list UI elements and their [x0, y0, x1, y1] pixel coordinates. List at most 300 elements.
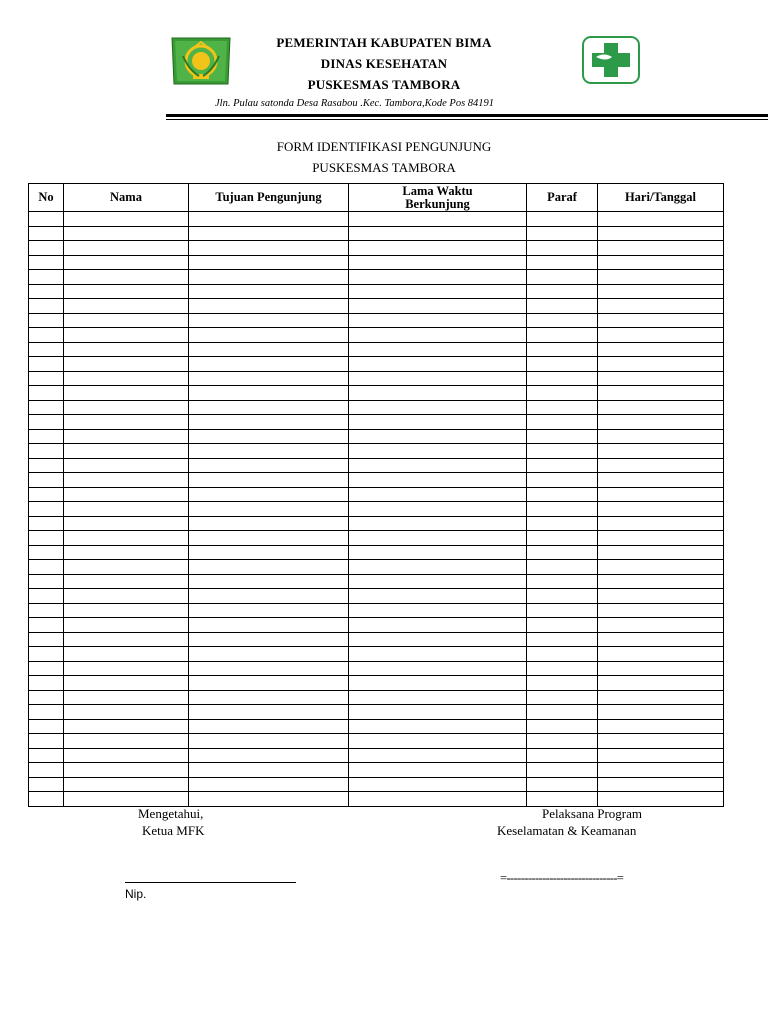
- table-cell[interactable]: [64, 734, 189, 749]
- table-cell[interactable]: [527, 618, 598, 633]
- table-cell[interactable]: [64, 429, 189, 444]
- table-cell[interactable]: [64, 748, 189, 763]
- table-cell[interactable]: [64, 545, 189, 560]
- table-cell[interactable]: [349, 487, 527, 502]
- right-signature-role: Keselamatan & Keamanan: [497, 823, 637, 838]
- column-header-no: No: [29, 184, 64, 212]
- table-row: [29, 284, 724, 299]
- table-cell[interactable]: [189, 357, 349, 372]
- table-cell[interactable]: [189, 487, 349, 502]
- column-header-tanggal: Hari/Tanggal: [598, 184, 724, 212]
- table-cell[interactable]: [29, 226, 64, 241]
- table-cell[interactable]: [349, 777, 527, 792]
- table-cell[interactable]: [349, 574, 527, 589]
- table-cell[interactable]: [349, 690, 527, 705]
- table-row: [29, 386, 724, 401]
- table-cell[interactable]: [527, 487, 598, 502]
- table-cell[interactable]: [527, 342, 598, 357]
- table-cell[interactable]: [349, 676, 527, 691]
- table-cell[interactable]: [598, 690, 724, 705]
- table-cell[interactable]: [64, 705, 189, 720]
- table-cell[interactable]: [64, 284, 189, 299]
- table-cell[interactable]: [598, 560, 724, 575]
- header-divider-thick: [166, 114, 768, 117]
- table-row: [29, 676, 724, 691]
- table-cell[interactable]: [64, 661, 189, 676]
- table-cell[interactable]: [598, 516, 724, 531]
- table-cell[interactable]: [64, 212, 189, 227]
- table-cell[interactable]: [64, 516, 189, 531]
- table-cell[interactable]: [598, 748, 724, 763]
- table-cell[interactable]: [349, 429, 527, 444]
- form-subtitle: PUSKESMAS TAMBORA: [312, 160, 456, 175]
- table-row: [29, 328, 724, 343]
- table-row: [29, 719, 724, 734]
- table-cell[interactable]: [29, 270, 64, 285]
- column-header-paraf: Paraf: [527, 184, 598, 212]
- table-cell[interactable]: [527, 647, 598, 662]
- table-cell[interactable]: [598, 763, 724, 778]
- form-title: FORM IDENTIFIKASI PENGUNJUNG: [276, 139, 492, 154]
- table-cell[interactable]: [64, 415, 189, 430]
- table-cell[interactable]: [189, 429, 349, 444]
- table-cell[interactable]: [189, 371, 349, 386]
- table-cell[interactable]: [527, 763, 598, 778]
- table-row: [29, 603, 724, 618]
- table-row: [29, 357, 724, 372]
- table-cell[interactable]: [189, 531, 349, 546]
- table-cell[interactable]: [349, 342, 527, 357]
- table-cell[interactable]: [189, 386, 349, 401]
- table-cell[interactable]: [29, 661, 64, 676]
- table-cell[interactable]: [29, 676, 64, 691]
- table-cell[interactable]: [598, 502, 724, 517]
- table-row: [29, 487, 724, 502]
- header-department: DINAS KESEHATAN: [320, 56, 448, 71]
- table-cell[interactable]: [598, 386, 724, 401]
- table-cell[interactable]: [527, 516, 598, 531]
- table-cell[interactable]: [527, 676, 598, 691]
- table-cell[interactable]: [189, 444, 349, 459]
- table-cell[interactable]: [598, 531, 724, 546]
- table-cell[interactable]: [189, 748, 349, 763]
- table-row: [29, 400, 724, 415]
- table-cell[interactable]: [64, 632, 189, 647]
- table-cell[interactable]: [527, 284, 598, 299]
- table-cell[interactable]: [29, 748, 64, 763]
- table-cell[interactable]: [349, 734, 527, 749]
- table-cell[interactable]: [189, 241, 349, 256]
- table-cell[interactable]: [349, 328, 527, 343]
- table-cell[interactable]: [527, 429, 598, 444]
- table-row: [29, 705, 724, 720]
- table-cell[interactable]: [64, 458, 189, 473]
- table-cell[interactable]: [29, 545, 64, 560]
- table-cell[interactable]: [64, 777, 189, 792]
- table-cell[interactable]: [598, 357, 724, 372]
- table-cell[interactable]: [527, 560, 598, 575]
- table-cell[interactable]: [349, 763, 527, 778]
- table-cell[interactable]: [64, 531, 189, 546]
- table-cell[interactable]: [598, 661, 724, 676]
- table-cell[interactable]: [349, 212, 527, 227]
- table-cell[interactable]: [189, 473, 349, 488]
- table-cell[interactable]: [189, 255, 349, 270]
- table-cell[interactable]: [598, 313, 724, 328]
- table-cell[interactable]: [29, 357, 64, 372]
- table-cell[interactable]: [29, 603, 64, 618]
- table-cell[interactable]: [349, 502, 527, 517]
- table-cell[interactable]: [527, 545, 598, 560]
- table-cell[interactable]: [29, 212, 64, 227]
- table-cell[interactable]: [64, 270, 189, 285]
- table-cell[interactable]: [527, 719, 598, 734]
- table-cell[interactable]: [349, 719, 527, 734]
- table-cell[interactable]: [189, 719, 349, 734]
- table-cell[interactable]: [598, 415, 724, 430]
- table-cell[interactable]: [598, 212, 724, 227]
- column-header-tujuan: Tujuan Pengunjung: [189, 184, 349, 212]
- table-cell[interactable]: [64, 603, 189, 618]
- table-cell[interactable]: [527, 299, 598, 314]
- table-cell[interactable]: [29, 531, 64, 546]
- table-cell[interactable]: [598, 226, 724, 241]
- table-row: [29, 734, 724, 749]
- table-cell[interactable]: [189, 690, 349, 705]
- table-cell[interactable]: [598, 328, 724, 343]
- table-cell[interactable]: [349, 255, 527, 270]
- table-cell[interactable]: [189, 574, 349, 589]
- table-cell[interactable]: [64, 371, 189, 386]
- table-cell[interactable]: [349, 560, 527, 575]
- table-cell[interactable]: [349, 531, 527, 546]
- table-cell[interactable]: [29, 241, 64, 256]
- table-cell[interactable]: [189, 284, 349, 299]
- table-cell[interactable]: [598, 444, 724, 459]
- table-cell[interactable]: [29, 487, 64, 502]
- table-cell[interactable]: [349, 516, 527, 531]
- table-cell[interactable]: [29, 415, 64, 430]
- table-cell[interactable]: [527, 502, 598, 517]
- table-cell[interactable]: [349, 226, 527, 241]
- table-cell[interactable]: [64, 400, 189, 415]
- table-cell[interactable]: [527, 734, 598, 749]
- table-cell[interactable]: [29, 734, 64, 749]
- header-government: PEMERINTAH KABUPATEN BIMA: [276, 35, 492, 50]
- table-cell[interactable]: [349, 473, 527, 488]
- table-cell[interactable]: [527, 270, 598, 285]
- table-row: [29, 763, 724, 778]
- table-cell[interactable]: [349, 313, 527, 328]
- table-cell[interactable]: [189, 545, 349, 560]
- left-signature-label: Mengetahui,: [138, 806, 204, 821]
- table-cell[interactable]: [29, 342, 64, 357]
- table-cell[interactable]: [598, 603, 724, 618]
- table-row: [29, 574, 724, 589]
- table-cell[interactable]: [527, 690, 598, 705]
- table-cell[interactable]: [29, 473, 64, 488]
- table-cell[interactable]: [64, 328, 189, 343]
- table-cell[interactable]: [527, 371, 598, 386]
- table-row: [29, 241, 724, 256]
- table-cell[interactable]: [64, 444, 189, 459]
- table-cell[interactable]: [349, 705, 527, 720]
- table-row: [29, 748, 724, 763]
- table-cell[interactable]: [64, 313, 189, 328]
- table-cell[interactable]: [189, 734, 349, 749]
- table-row: [29, 589, 724, 604]
- table-cell[interactable]: [527, 212, 598, 227]
- table-row: [29, 415, 724, 430]
- table-cell[interactable]: [527, 386, 598, 401]
- table-cell[interactable]: [349, 748, 527, 763]
- table-cell[interactable]: [29, 516, 64, 531]
- table-cell[interactable]: [29, 255, 64, 270]
- table-cell[interactable]: [64, 792, 189, 807]
- table-cell[interactable]: [527, 313, 598, 328]
- table-cell[interactable]: [189, 763, 349, 778]
- table-cell[interactable]: [29, 777, 64, 792]
- table-cell[interactable]: [349, 270, 527, 285]
- table-cell[interactable]: [189, 299, 349, 314]
- table-cell[interactable]: [29, 299, 64, 314]
- table-cell[interactable]: [29, 690, 64, 705]
- table-cell[interactable]: [527, 473, 598, 488]
- table-cell[interactable]: [64, 719, 189, 734]
- table-cell[interactable]: [527, 328, 598, 343]
- table-cell[interactable]: [527, 400, 598, 415]
- table-cell[interactable]: [527, 458, 598, 473]
- table-cell[interactable]: [29, 574, 64, 589]
- table-cell[interactable]: [29, 458, 64, 473]
- table-cell[interactable]: [598, 241, 724, 256]
- table-cell[interactable]: [598, 676, 724, 691]
- table-row: [29, 313, 724, 328]
- table-cell[interactable]: [598, 270, 724, 285]
- table-cell[interactable]: [349, 241, 527, 256]
- table-cell[interactable]: [29, 371, 64, 386]
- table-cell[interactable]: [29, 763, 64, 778]
- table-cell[interactable]: [189, 618, 349, 633]
- table-cell[interactable]: [349, 632, 527, 647]
- table-cell[interactable]: [598, 255, 724, 270]
- table-cell[interactable]: [189, 676, 349, 691]
- table-cell[interactable]: [598, 429, 724, 444]
- table-cell[interactable]: [527, 444, 598, 459]
- table-row: [29, 212, 724, 227]
- table-cell[interactable]: [64, 763, 189, 778]
- table-cell[interactable]: [527, 241, 598, 256]
- table-cell[interactable]: [189, 792, 349, 807]
- table-cell[interactable]: [64, 502, 189, 517]
- table-cell[interactable]: [598, 400, 724, 415]
- table-cell[interactable]: [29, 400, 64, 415]
- table-cell[interactable]: [598, 487, 724, 502]
- table-cell[interactable]: [189, 589, 349, 604]
- table-cell[interactable]: [64, 560, 189, 575]
- table-cell[interactable]: [64, 241, 189, 256]
- table-cell[interactable]: [527, 792, 598, 807]
- table-cell[interactable]: [29, 313, 64, 328]
- table-cell[interactable]: [598, 632, 724, 647]
- table-row: [29, 560, 724, 575]
- table-cell[interactable]: [29, 284, 64, 299]
- header-divider-thin: [166, 119, 768, 120]
- column-header-lama-waktu: Lama Waktu Berkunjung: [349, 184, 527, 212]
- table-cell[interactable]: [598, 777, 724, 792]
- table-cell[interactable]: [64, 647, 189, 662]
- table-row: [29, 255, 724, 270]
- table-cell[interactable]: [64, 386, 189, 401]
- table-cell[interactable]: [349, 444, 527, 459]
- table-row: [29, 371, 724, 386]
- table-cell[interactable]: [29, 429, 64, 444]
- table-cell[interactable]: [29, 560, 64, 575]
- table-cell[interactable]: [64, 589, 189, 604]
- table-cell[interactable]: [527, 589, 598, 604]
- table-cell[interactable]: [189, 705, 349, 720]
- table-cell[interactable]: [349, 386, 527, 401]
- table-row: [29, 792, 724, 807]
- table-cell[interactable]: [189, 313, 349, 328]
- table-cell[interactable]: [64, 357, 189, 372]
- table-cell[interactable]: [64, 255, 189, 270]
- table-row: [29, 690, 724, 705]
- table-cell[interactable]: [598, 574, 724, 589]
- table-cell[interactable]: [189, 661, 349, 676]
- table-cell[interactable]: [189, 647, 349, 662]
- header-address: Jln. Pulau satonda Desa Rasabou .Kec. Tambora,Kode Pos 84191: [215, 98, 495, 109]
- table-cell[interactable]: [598, 284, 724, 299]
- table-cell[interactable]: [189, 270, 349, 285]
- table-cell[interactable]: [189, 516, 349, 531]
- table-row: [29, 502, 724, 517]
- table-cell[interactable]: [598, 342, 724, 357]
- table-cell[interactable]: [598, 299, 724, 314]
- table-cell[interactable]: [527, 748, 598, 763]
- table-cell[interactable]: [598, 545, 724, 560]
- table-row: [29, 429, 724, 444]
- table-cell[interactable]: [189, 212, 349, 227]
- table-cell[interactable]: [29, 705, 64, 720]
- table-cell[interactable]: [349, 357, 527, 372]
- table-cell[interactable]: [598, 458, 724, 473]
- right-signature-name-placeholder: =-------------------------------=: [500, 871, 624, 885]
- table-row: [29, 473, 724, 488]
- table-cell[interactable]: [29, 719, 64, 734]
- table-cell[interactable]: [64, 574, 189, 589]
- table-cell[interactable]: [349, 792, 527, 807]
- table-cell[interactable]: [349, 299, 527, 314]
- table-cell[interactable]: [64, 342, 189, 357]
- table-cell[interactable]: [527, 777, 598, 792]
- table-cell[interactable]: [598, 734, 724, 749]
- table-cell[interactable]: [189, 458, 349, 473]
- table-cell[interactable]: [349, 589, 527, 604]
- table-cell[interactable]: [527, 226, 598, 241]
- table-cell[interactable]: [189, 502, 349, 517]
- table-cell[interactable]: [527, 255, 598, 270]
- table-cell[interactable]: [598, 705, 724, 720]
- table-cell[interactable]: [29, 792, 64, 807]
- table-row: [29, 226, 724, 241]
- table-cell[interactable]: [349, 661, 527, 676]
- table-cell[interactable]: [527, 632, 598, 647]
- table-header-row: [29, 184, 724, 212]
- table-cell[interactable]: [349, 400, 527, 415]
- table-cell[interactable]: [527, 661, 598, 676]
- left-signature-role: Ketua MFK: [142, 823, 205, 838]
- table-cell[interactable]: [598, 647, 724, 662]
- table-cell[interactable]: [29, 328, 64, 343]
- table-row: [29, 661, 724, 676]
- table-cell[interactable]: [64, 487, 189, 502]
- table-row: [29, 516, 724, 531]
- table-cell[interactable]: [527, 705, 598, 720]
- table-cell[interactable]: [189, 400, 349, 415]
- table-cell[interactable]: [189, 603, 349, 618]
- table-cell[interactable]: [527, 415, 598, 430]
- table-cell[interactable]: [29, 632, 64, 647]
- table-cell[interactable]: [598, 589, 724, 604]
- table-row: [29, 299, 724, 314]
- table-cell[interactable]: [349, 603, 527, 618]
- table-cell[interactable]: [349, 618, 527, 633]
- table-cell[interactable]: [29, 589, 64, 604]
- table-cell[interactable]: [349, 371, 527, 386]
- table-cell[interactable]: [349, 458, 527, 473]
- table-cell[interactable]: [598, 618, 724, 633]
- table-cell[interactable]: [64, 690, 189, 705]
- table-cell[interactable]: [29, 444, 64, 459]
- table-cell[interactable]: [598, 719, 724, 734]
- table-cell[interactable]: [598, 371, 724, 386]
- table-cell[interactable]: [189, 415, 349, 430]
- table-cell[interactable]: [29, 502, 64, 517]
- table-row: [29, 618, 724, 633]
- table-cell[interactable]: [527, 531, 598, 546]
- table-cell[interactable]: [29, 647, 64, 662]
- column-header-nama: Nama: [64, 184, 189, 212]
- table-cell[interactable]: [189, 632, 349, 647]
- table-cell[interactable]: [64, 473, 189, 488]
- table-row: [29, 444, 724, 459]
- table-cell[interactable]: [189, 226, 349, 241]
- table-cell[interactable]: [29, 386, 64, 401]
- table-cell[interactable]: [598, 792, 724, 807]
- table-cell[interactable]: [349, 545, 527, 560]
- table-cell[interactable]: [349, 284, 527, 299]
- table-cell[interactable]: [598, 473, 724, 488]
- table-cell[interactable]: [64, 618, 189, 633]
- table-cell[interactable]: [527, 357, 598, 372]
- table-cell[interactable]: [64, 676, 189, 691]
- table-cell[interactable]: [527, 574, 598, 589]
- table-cell[interactable]: [189, 560, 349, 575]
- table-cell[interactable]: [527, 603, 598, 618]
- table-cell[interactable]: [189, 777, 349, 792]
- table-cell[interactable]: [189, 328, 349, 343]
- table-row: [29, 531, 724, 546]
- table-cell[interactable]: [64, 299, 189, 314]
- table-row: [29, 632, 724, 647]
- table-cell[interactable]: [349, 415, 527, 430]
- table-row: [29, 458, 724, 473]
- table-cell[interactable]: [64, 226, 189, 241]
- table-cell[interactable]: [29, 618, 64, 633]
- table-cell[interactable]: [349, 647, 527, 662]
- table-cell[interactable]: [189, 342, 349, 357]
